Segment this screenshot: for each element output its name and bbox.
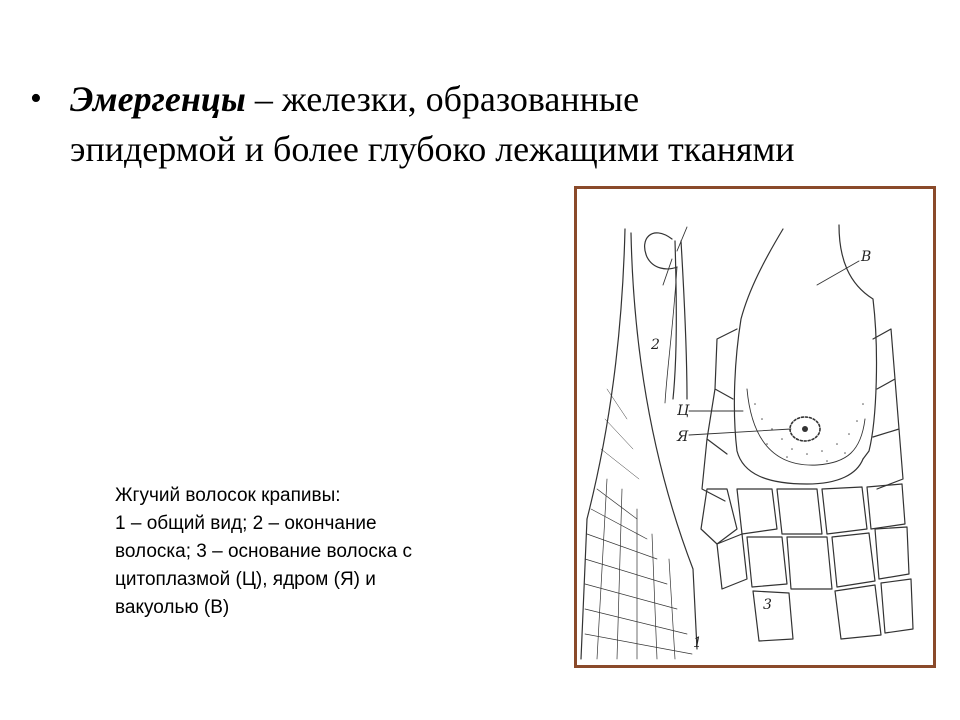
bullet-term: Эмергенцы	[70, 79, 246, 119]
hair-base-view	[689, 225, 913, 641]
label-number-3: 3	[763, 597, 772, 613]
nettle-hair-drawing	[577, 189, 933, 665]
caption-line: цитоплазмой (Ц), ядром (Я) и	[115, 569, 376, 590]
label-vacuole: В	[861, 249, 872, 265]
caption-line: вакуолью (В)	[115, 597, 230, 618]
nettle-hair-illustration	[574, 186, 936, 668]
bullet-text	[70, 74, 810, 174]
figure-caption	[115, 482, 515, 622]
caption-line: Жгучий волосок крапивы:	[115, 485, 341, 506]
bullet-dot: •	[30, 80, 42, 117]
hair-tip-view	[645, 227, 687, 403]
caption-line: волоска; 3 – основание волоска с	[115, 541, 412, 562]
label-nucleus: Я	[677, 429, 689, 445]
label-cytoplasm: Ц	[677, 403, 690, 419]
label-number-2: 2	[651, 337, 660, 353]
bullet-definition: – железки, образованные эпидермой и более глубоко лежащими тканями	[70, 79, 795, 169]
caption-line: 1 – общий вид; 2 – окончание	[115, 513, 377, 534]
label-number-1: 1	[693, 635, 702, 651]
